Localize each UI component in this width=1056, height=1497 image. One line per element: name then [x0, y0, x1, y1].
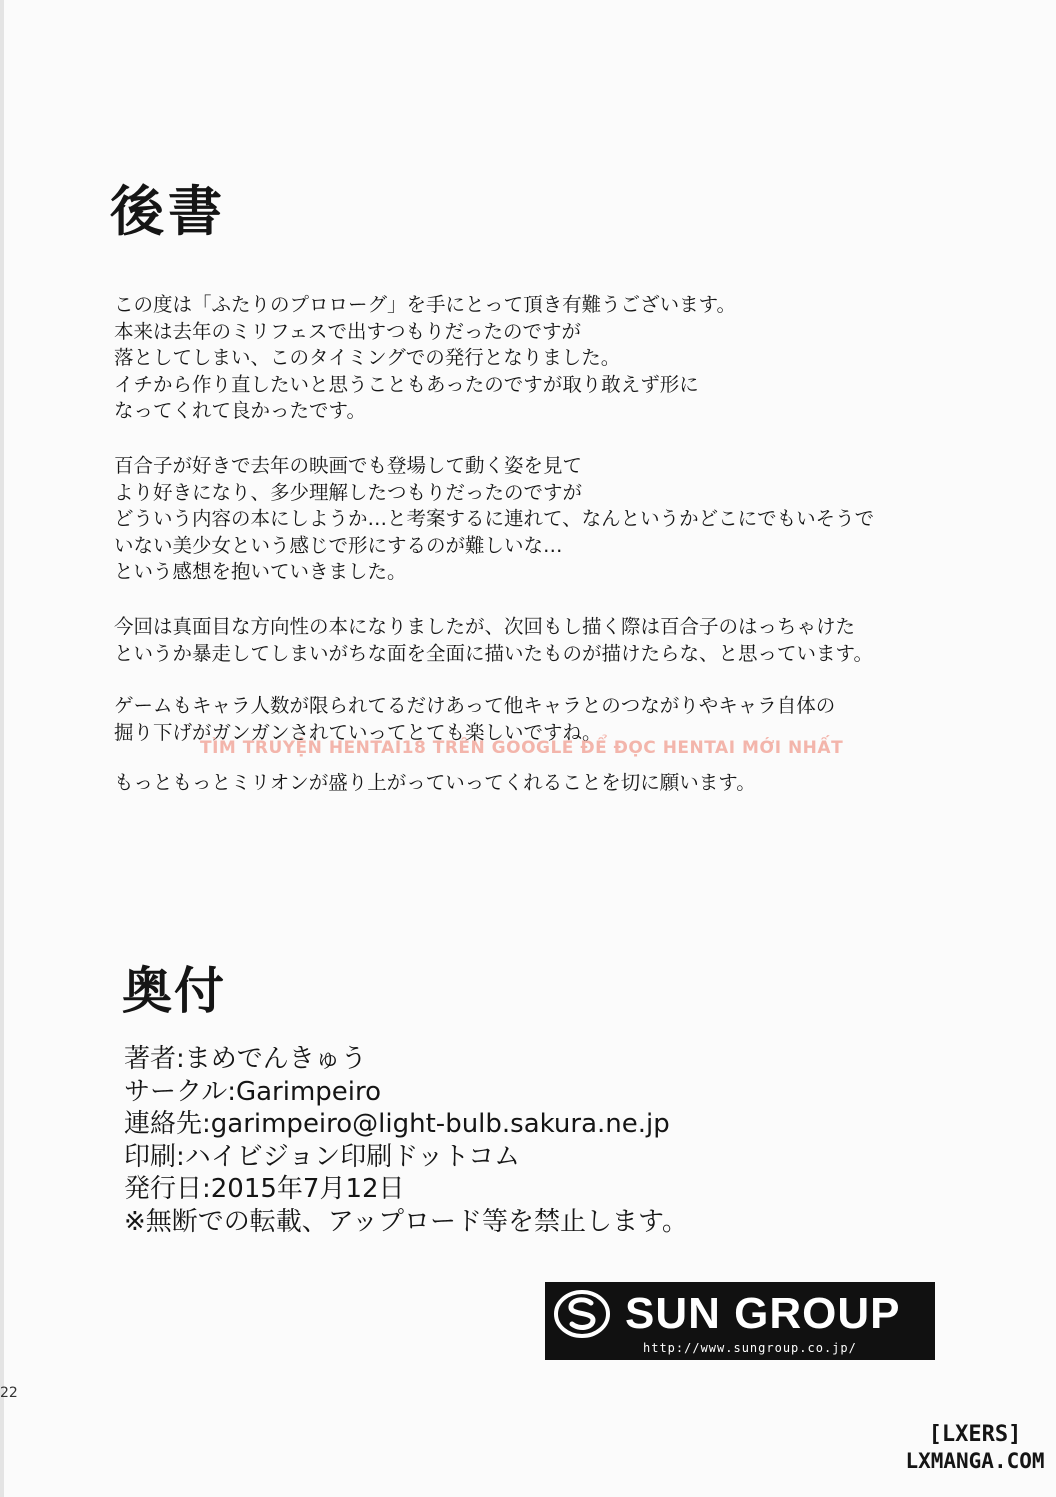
colophon-circle: サークル:Garimpeiro — [124, 1076, 382, 1107]
sun-group-url: http://www.sungroup.co.jp/ — [643, 1341, 857, 1355]
colophon-body — [124, 1043, 764, 1238]
site-tag-line-2: LXMANGA.COM — [905, 1449, 1045, 1473]
sun-group-mark-icon — [553, 1288, 611, 1340]
afterword-title: 後書 — [110, 180, 226, 243]
text-line: ゲームもキャラ人数が限られてるだけあって他キャラとのつながりやキャラ自体の — [114, 694, 836, 718]
colophon-date: 発行日:2015年7月12日 — [124, 1174, 405, 1204]
site-tag — [900, 1422, 1050, 1474]
text-line: どういう内容の本にしようか…と考案するに連れて、なんというかどこにでもいそうで — [114, 507, 875, 531]
text-line: この度は「ふたりのプロローグ」を手にとって頂き有難うございます。 — [114, 293, 737, 316]
text-line: イチから作り直したいと思うこともあったのですが取り敢えず形に — [114, 372, 699, 396]
text-line: というか暴走してしまいがちな面を全面に描いたものが描けたらな、と思っています。 — [114, 641, 873, 665]
colophon-title: 奥付 — [122, 962, 226, 1020]
colophon-contact: 連絡先:garimpeiro@light-bulb.sakura.ne.jp — [124, 1109, 670, 1139]
afterword-paragraph-1 — [114, 292, 954, 425]
site-tag-line-1: [LXERS] — [928, 1422, 1022, 1447]
text-line: 掘り下げがガンガンされていってとても楽しいですね。 — [114, 720, 602, 744]
text-line: より好きになり、多少理解したつもりだったのですが — [114, 480, 583, 504]
afterword-paragraph-5 — [114, 770, 954, 797]
afterword-paragraph-2 — [114, 453, 954, 586]
text-line: もっともっとミリオンが盛り上がっていってくれることを切に願います。 — [114, 771, 756, 795]
afterword-paragraph-3 — [114, 614, 954, 667]
colophon-printer: 印刷:ハイビジョン印刷ドットコム — [124, 1141, 521, 1172]
site-watermark: TÌM TRUYỆN HENTAI18 TRÊN GOOGLE ĐỂ ĐỌC HENTAI MỚI NHẤT — [200, 738, 844, 758]
page-edge — [0, 0, 4, 1497]
colophon-author: 著者:まめでんきゅう — [124, 1044, 367, 1074]
text-line: 今回は真面目な方向性の本になりましたが、次回もし描く際は百合子のはっちゃけた — [114, 614, 856, 638]
page-number: 22 — [0, 1385, 18, 1401]
sun-group-logo — [545, 1282, 935, 1360]
text-line: という感想を抱いていきました。 — [114, 560, 407, 584]
text-line: なってくれて良かったです。 — [114, 399, 366, 423]
sun-group-name: SUN GROUP — [625, 1289, 901, 1338]
text-line: 本来は去年のミリフェスで出すつもりだったのですが — [114, 319, 582, 343]
text-line: 百合子が好きで去年の映画でも登場して動く姿を見て — [114, 453, 583, 477]
colophon-notice: ※無断での転載、アップロード等を禁止します。 — [124, 1206, 688, 1237]
afterword-body — [114, 292, 954, 797]
text-line: 落としてしまい、このタイミングでの発行となりました。 — [114, 346, 621, 370]
text-line: いない美少女という感じで形にするのが難しいな… — [114, 533, 563, 557]
